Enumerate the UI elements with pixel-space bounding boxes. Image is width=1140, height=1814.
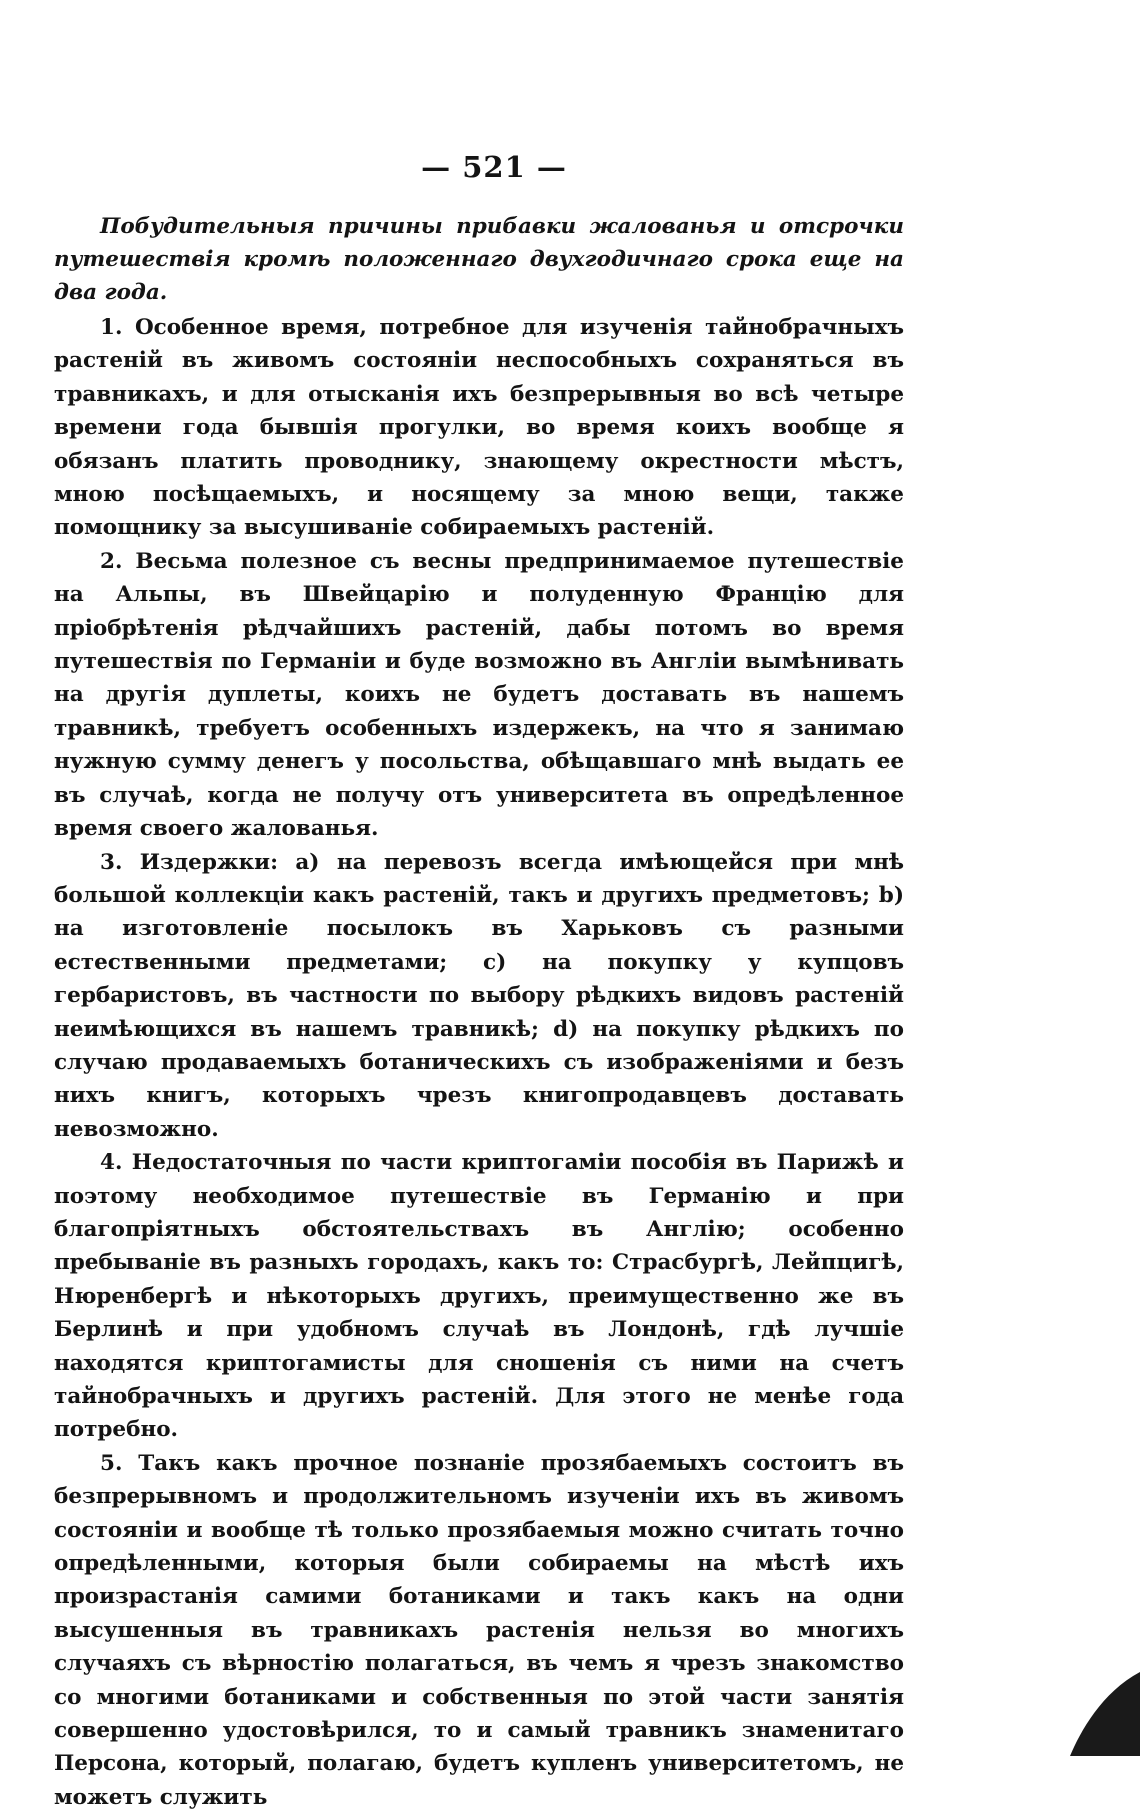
paragraph-5: 5. Такъ какъ прочное познаніе прозябаемыхъ состоитъ въ безпрерывномъ и продолжительномъ изученіи ихъ въ живомъ состояніи и вообще тѣ только прозябаемыя можно считать точно опредѣленными, которыя были собираемы на мѣстѣ ихъ произрастанія самими ботаниками и такъ какъ на одни высушенныя въ травникахъ растенія нельзя во многихъ случаяхъ съ вѣрностію полагаться, въ чемъ я чрезъ знакомство со многими ботаниками и собственныя по этой части занятія совершенно удостовѣрился, то и самый травникъ знаменитаго Персона, который, полагаю, будетъ купленъ университетомъ, не можетъ служить — [54, 1450, 904, 1810]
paragraph-2: 2. Весьма полезное съ весны предпринимаемое путешествіе на Альпы, въ Швейцарію и полуденную Францію для пріобрѣтенія рѣдчайшихъ растеній, дабы потомъ во время путешествія по Германіи и буде возможно въ Англіи вымѣнивать на другія дуплеты, коихъ не будетъ доставать въ нашемъ травникѣ, требуетъ особенныхъ издержекъ, на что я занимаю нужную сумму денегъ у посольства, обѣщавшаго мнѣ выдать ее въ случаѣ, когда не получу отъ университета въ опредѣленное время своего жалованья. — [54, 548, 904, 842]
paragraph-4: 4. Недостаточныя по части криптогаміи пособія въ Парижѣ и поэтому необходимое путешествіе въ Германію и при благопріятныхъ обстоятельствахъ въ Англію; особенно пребываніе въ разныхъ городахъ, какъ то: Страсбургѣ, Лейпцигѣ, Нюренбергѣ и нѣкоторыхъ другихъ, преимущественно же въ Берлинѣ и при удобномъ случаѣ въ Лондонѣ, гдѣ лучшіе находятся криптогамисты для сношенія съ ними на счетъ тайнобрачныхъ и другихъ растеній. Для этого не менѣе года потребно. — [54, 1150, 904, 1443]
paragraph-3: 3. Издержки: a) на перевозъ всегда имѣющейся при мнѣ большой коллекціи какъ растеній, такъ и другихъ предметовъ; b) на изготовленіе посылокъ въ Харьковъ съ разными естественными предметами; c) на покупку у купцовъ гербаристовъ, въ частности по выбору рѣдкихъ видовъ растеній неимѣющихся въ нашемъ травникѣ; d) на покупку рѣдкихъ по случаю продаваемыхъ ботаническихъ съ изображеніями и безъ нихъ книгъ, которыхъ чрезъ книгопродавцевъ доставать невозможно. — [54, 849, 904, 1142]
page-number: — 521 — — [421, 150, 567, 184]
document-page — [54, 150, 904, 1814]
page-corner-mark — [1062, 1672, 1140, 1756]
paragraph-1: 1. Особенное время, потребное для изученія тайнобрачныхъ растеній въ живомъ состояніи неспособныхъ сохраняться въ травникахъ, и для отысканія ихъ безпрерывныя во всѣ четыре времени года бывшія прогулки, во время коихъ вообще я обязанъ платить проводнику, знающему окрестности мѣстъ, мною посѣщаемыхъ, и носящему за мною вещи, также помощнику за высушиваніе собираемыхъ растеній. — [54, 315, 904, 541]
section-heading: Побудительныя причины прибавки жалованья и отсрочки путешествія кромѣ положеннаго двухгодичнаго срока еще на два года. — [54, 214, 904, 305]
